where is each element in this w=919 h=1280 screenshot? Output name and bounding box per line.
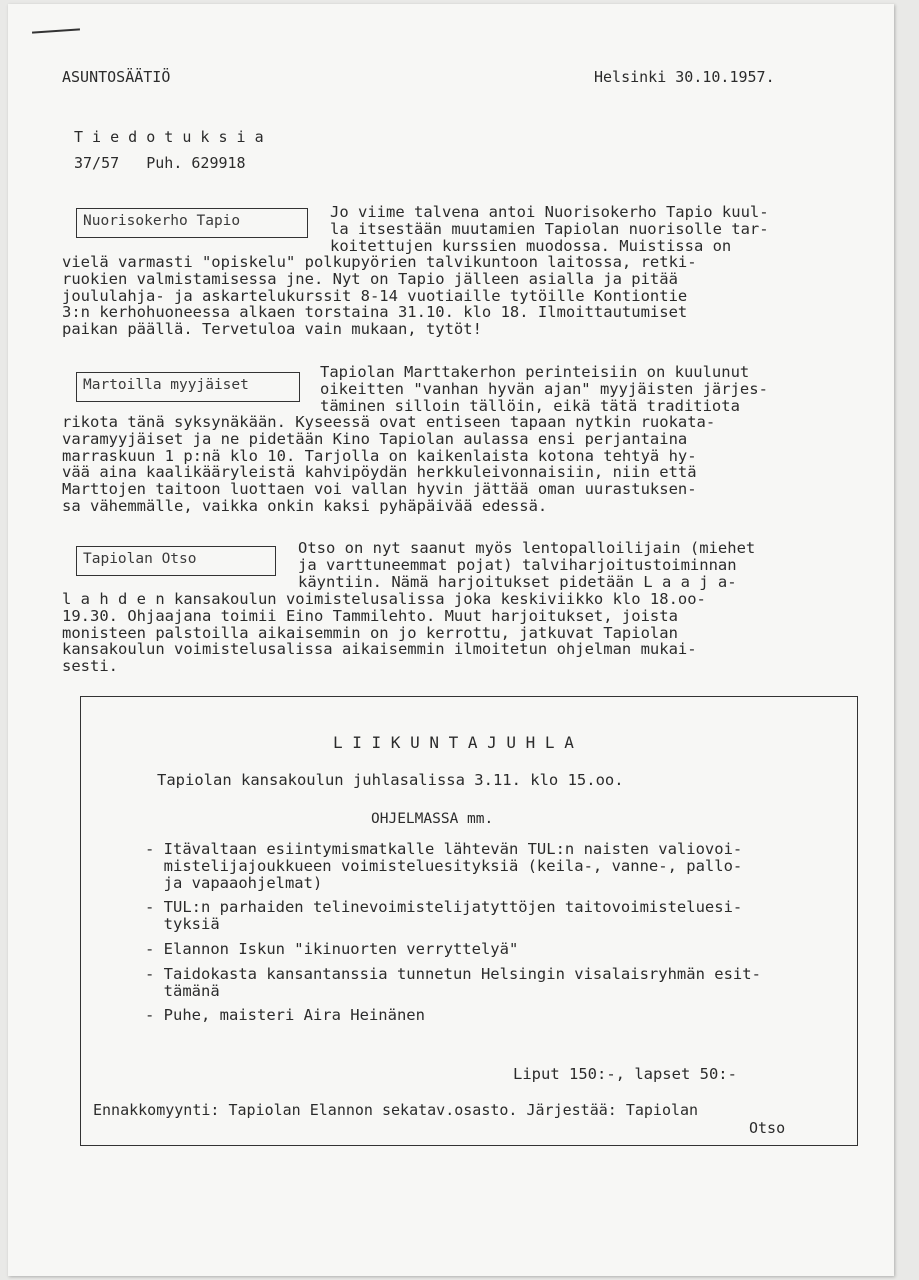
text-line: sesti. (62, 657, 118, 676)
text-line: joululahja- ja askartelukurssit 8-14 vuotiaille tytöille Kontiontie (62, 286, 688, 305)
text-line: l a h d e n kansakoulun voimistelusalissa joka keskiviikko klo 18.oo- (62, 590, 706, 608)
text-line: ruokien valmistamisessa jne. Nyt on Tapio jälleen asialla ja pitää (62, 269, 678, 288)
presale-info: Ennakkomyynti: Tapiolan Elannon sekatav.osasto. Järjestää: Tapiolan (93, 1101, 699, 1119)
text-line: monisteen palstoilla aikaisemmin on jo kerrottu, jatkuvat Tapiolan (62, 623, 678, 642)
program-line: - Itävaltaan esiintymismatkalle lähtevän TUL:n naisten valiovoi- (145, 840, 743, 858)
presale-organizer-cont: Otso (749, 1119, 786, 1137)
text-line: kansakoulun voimistelusalissa aikaisemmin ilmoitetun ohjelman mukai- (62, 640, 697, 659)
section-heading-nuorisokerho: Nuorisokerho Tapio (76, 208, 308, 238)
text-line: la itsestään muutamien Tapiolan nuorisolle tar- (330, 219, 769, 238)
organization-name: ASUNTOSÄÄTIÖ (62, 68, 171, 86)
text-line: Otso on nyt saanut myös lentopalloilijain (miehet (298, 539, 756, 557)
ticket-prices: Liput 150:-, lapset 50:- (513, 1065, 737, 1083)
text-line: täminen silloin tällöin, eikä tätä traditiota (320, 396, 740, 415)
text-line: marraskuun 1 p:nä klo 10. Tarjolla on kaikenlaista kotona tehtyä hy- (62, 446, 697, 465)
event-announcement-box (80, 696, 858, 1146)
program-line: ja vapaaohjelmat) (145, 873, 323, 892)
bulletin-number: 37/57 Puh. 629918 (74, 154, 246, 172)
text-line: koitettujen kurssien muodossa. Muistissa on (330, 236, 732, 255)
section-text-nuorisokerho-intro (330, 204, 769, 254)
text-line: rikota tänä syksynäkään. Kyseessä ovat entiseen tapaan nytkin ruokata- (62, 413, 716, 431)
text-line: vää aina kaalikääryleistä kahvipöydän herkkuleivonnaisiin, niin että (62, 463, 697, 482)
section-heading-martoilla: Martoilla myyjäiset (76, 372, 300, 402)
text-line: ja varttuneemmat pojat) talviharjoitustoiminnan (298, 555, 737, 574)
text-line: varamyyjäiset ja ne pidetään Kino Tapiolan aulassa ensi perjantaina (62, 429, 688, 448)
text-line: paikan päällä. Tervetuloa vain mukaan, tytöt! (62, 320, 482, 339)
text-line: Marttojen taitoon luottaen voi vallan hyvin jättää oman uurastuksen- (62, 480, 697, 499)
text-line: Jo viime talvena antoi Nuorisokerho Tapio kuul- (330, 203, 769, 221)
text-line: vielä varmasti "opiskelu" polkupyörien talvikuntoon laitossa, retki- (62, 253, 697, 271)
text-line: käyntiin. Nämä harjoitukset pidetään L a a j a- (298, 572, 737, 591)
program-line: - TUL:n parhaiden telinevoimistelijatyttöjen taitovoimisteluesi- (145, 898, 743, 917)
section-heading-otso: Tapiolan Otso (76, 546, 276, 576)
program-line: - Taidokasta kansantanssia tunnetun Helsingin visalaisryhmän esit- (145, 964, 761, 983)
program-line: tämänä (145, 981, 220, 1000)
text-line: sa vähemmälle, vaikka onkin kaksi pyhäpäivää edessä. (62, 496, 548, 515)
text-line: Tapiolan Marttakerhon perinteisiin on kuulunut (320, 363, 750, 381)
section-text-otso (62, 591, 706, 675)
program-line: - Puhe, maisteri Aira Heinänen (145, 1006, 425, 1025)
event-venue: Tapiolan kansakoulun juhlasalissa 3.11. klo 15.oo. (157, 771, 624, 789)
event-title: L I I K U N T A J U H L A (333, 733, 574, 752)
section-text-nuorisokerho (62, 254, 697, 338)
place-and-date: Helsinki 30.10.1957. (594, 68, 775, 86)
program-line: tyksiä (145, 915, 220, 934)
program-heading: OHJELMASSA mm. (371, 811, 494, 827)
section-text-otso-intro (298, 540, 755, 590)
section-text-martoilla (62, 414, 715, 515)
text-line: 19.30. Ohjaajana toimii Eino Tammilehto. Muut harjoitukset, joista (62, 606, 678, 625)
text-line: 3:n kerhohuoneessa alkaen torstaina 31.10. klo 18. Ilmoittautumiset (62, 303, 688, 322)
section-text-martoilla-intro (320, 364, 768, 414)
pen-mark (32, 28, 80, 33)
bulletin-title: T i e d o t u k s i a (74, 128, 264, 146)
program-line: - Elannon Iskun "ikinuorten verryttelyä" (145, 939, 519, 958)
program-list (145, 841, 761, 1024)
program-line: mistelijajoukkueen voimisteluesityksiä (keila-, vanne-, pallo- (145, 856, 743, 875)
document-page (8, 4, 894, 1276)
text-line: oikeitten "vanhan hyvän ajan" myyjäisten järjes- (320, 379, 768, 398)
